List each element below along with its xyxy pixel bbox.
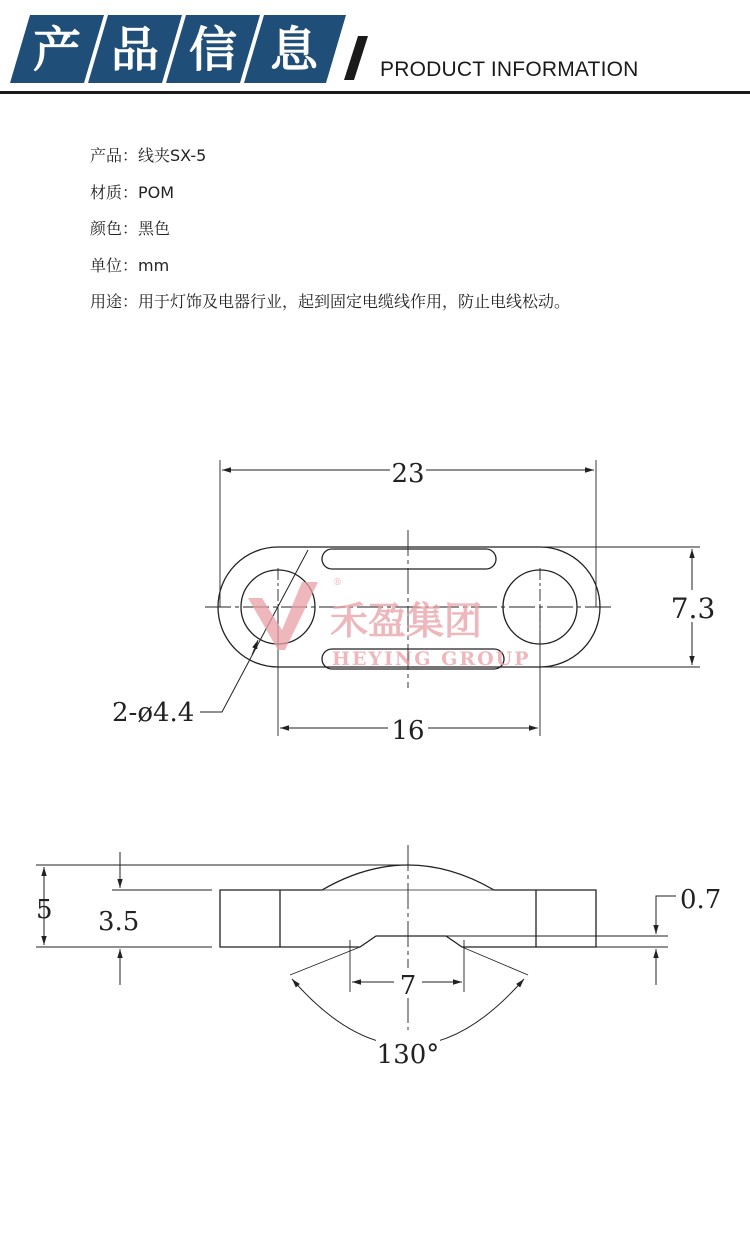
title-slash <box>344 36 368 80</box>
dim-total-height: 5 <box>36 895 53 925</box>
info-label: 颜色： <box>90 219 139 238</box>
angle-line-left <box>290 947 360 975</box>
info-row-unit <box>90 255 570 292</box>
watermark-registered: ® <box>333 578 342 588</box>
watermark-cn: 禾盈集团 <box>330 598 483 643</box>
info-value: mm <box>138 255 170 275</box>
dim-angle: 130° <box>376 1040 440 1070</box>
dim-line-notch-top-arrow <box>656 896 676 934</box>
info-value: POM <box>138 182 175 202</box>
info-row-product <box>90 145 570 182</box>
dim-notch-depth: 0.7 <box>680 885 722 915</box>
header-divider <box>0 91 750 94</box>
dim-notch-width: 7 <box>399 971 417 1001</box>
dim-hole-callout: 2-ø4.4 <box>112 698 195 728</box>
dim-length: 23 <box>391 459 425 489</box>
title-char-3: 信 <box>188 22 237 78</box>
watermark-en: HEYING GROUP <box>332 648 531 670</box>
side-view <box>36 845 676 1046</box>
info-row-color <box>90 218 570 255</box>
info-label: 材质： <box>90 182 139 202</box>
info-value: 用于灯饰及电器行业，起到固定电缆线作用，防止电线松动。 <box>138 292 571 311</box>
brand-watermark <box>248 578 531 670</box>
section-subtitle: PRODUCT INFORMATION <box>380 58 639 81</box>
info-value: 线夹SX-5 <box>138 146 207 165</box>
title-char-2: 品 <box>110 22 159 78</box>
info-row-usage <box>90 291 570 328</box>
info-label: 单位： <box>90 255 139 275</box>
title-char-1: 产 <box>32 22 81 78</box>
top-slot <box>322 549 496 569</box>
info-row-material <box>90 182 570 219</box>
product-info <box>90 145 570 328</box>
info-label: 产品： <box>90 146 139 165</box>
dim-width: 7.3 <box>670 592 716 625</box>
watermark-logo <box>248 582 318 650</box>
angle-line-right <box>462 947 528 975</box>
info-label: 用途： <box>90 292 139 311</box>
info-value: 黑色 <box>138 219 171 238</box>
technical-drawing <box>0 440 750 1090</box>
hole-leader-arrow <box>252 640 258 655</box>
section-header <box>0 0 750 100</box>
dim-body-height: 3.5 <box>98 907 140 937</box>
title-char-4: 息 <box>269 22 318 78</box>
dim-hole-spacing: 16 <box>391 716 425 746</box>
